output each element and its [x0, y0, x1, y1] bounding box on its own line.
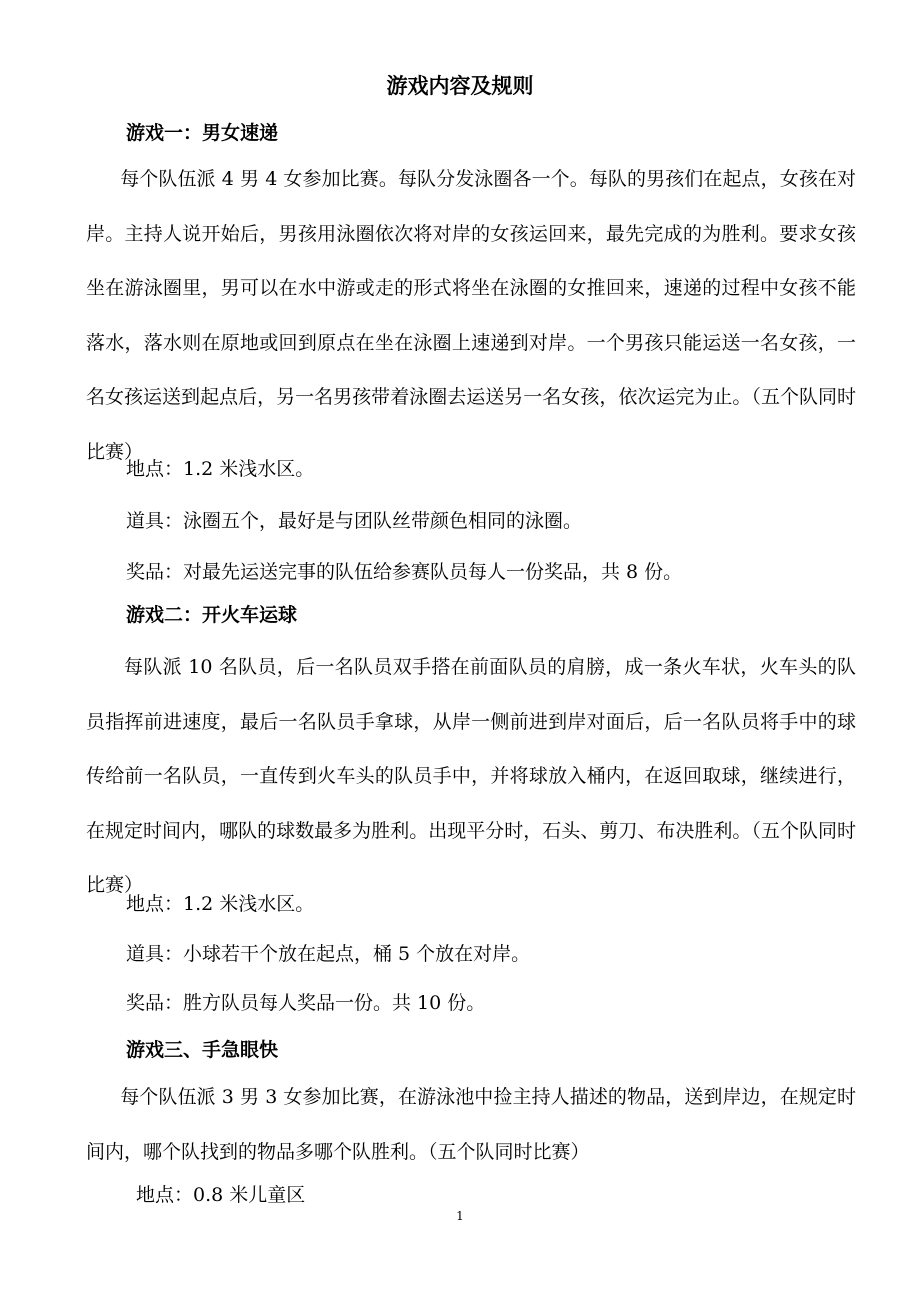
game3-heading: 游戏三、手急眼快: [126, 1039, 279, 1061]
game3-location: 地点：0.8 米儿童区: [136, 1184, 306, 1206]
game3-description: 每个队伍派 3 男 3 女参加比赛，在游泳池中捡主持人描述的物品，送到岸边，在规定时间内，哪个队找到的物品多哪个队胜利。（五个队同时比赛）: [86, 1086, 856, 1163]
game1-props: 道具：泳圈五个，最好是与团队丝带颜色相同的泳圈。: [126, 510, 583, 532]
game2-description: 每队派 10 名队员，后一名队员双手搭在前面队员的肩膀，成一条火车状，火车头的队员指挥前进速度，最后一名队员手拿球，从岸一侧前进到岸对面后，后一名队员将手中的球传给前一名队员，一直传到火车头的队员手中，并将球放入桶内，在返回取球，继续进行，在规定时间内，哪队的球数最多为胜利。出现平分时，石头、剪刀、布决胜利。（五个队同时比赛）: [86, 656, 856, 896]
game1-prize: 奖品：对最先运送完事的队伍给参赛队员每人一份奖品，共 8 份。: [126, 561, 683, 583]
page-title: 游戏内容及规则: [386, 74, 534, 98]
game2-location: 地点：1.2 米浅水区。: [126, 893, 315, 915]
game2-prize: 奖品：胜方队员每人奖品一份。共 10 份。: [126, 992, 486, 1014]
game2-props: 道具：小球若干个放在起点，桶 5 个放在对岸。: [126, 943, 531, 965]
game1-description: 每个队伍派 4 男 4 女参加比赛。每队分发泳圈各一个。每队的男孩们在起点，女孩在对岸。主持人说开始后，男孩用泳圈依次将对岸的女孩运回来，最先完成的为胜利。要求女孩坐在游泳圈里，男可以在水中游或走的形式将坐在泳圈的女推回来，速递的过程中女孩不能落水，落水则在原地或回到原点在坐在泳圈上速递到对岸。一个男孩只能运送一名女孩，一名女孩运送到起点后，另一名男孩带着泳圈去运送另一名女孩，依次运完为止。（五个队同时比赛）: [86, 168, 856, 463]
game1-heading: 游戏一：男女速递: [126, 122, 279, 144]
game1-location: 地点：1.2 米浅水区。: [126, 458, 315, 480]
game2-heading: 游戏二：开火车运球: [126, 604, 298, 626]
page-number: 1: [456, 1209, 464, 1223]
